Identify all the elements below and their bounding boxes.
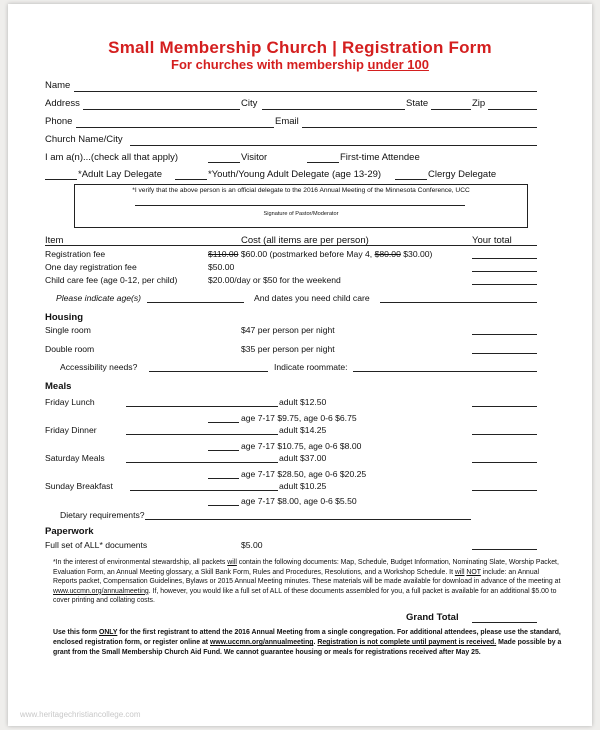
sunday-breakfast-child-count[interactable] [208, 505, 239, 506]
friday-dinner-adult-count[interactable] [126, 434, 278, 435]
zip-field[interactable] [488, 109, 537, 110]
signature-field[interactable] [135, 205, 465, 206]
roommate-label: Indicate roommate: [274, 362, 348, 372]
double-room-label: Double room [45, 344, 95, 354]
friday-lunch-total[interactable] [472, 406, 537, 407]
footer-note: Use this form ONLY for the first registrant to attend the 2016 Annual Meeting from a single congregation. For additional attendees, please use the standard, enclosed registration form, or register online at www.uccmn.org/annualmeeting. Registration is not complete until payment is received. Made possible by a grant from the Small Membership Church Aid Fund. We cannot guarantee housing or meals for registrations received after May 25. [53, 629, 562, 656]
housing-heading: Housing [45, 312, 83, 323]
double-room-cost: $35 per person per night [241, 344, 335, 354]
friday-dinner-total[interactable] [472, 434, 537, 435]
sunday-breakfast-label: Sunday Breakfast [45, 481, 113, 491]
friday-dinner-label: Friday Dinner [45, 425, 97, 435]
saturday-meals-total[interactable] [472, 462, 537, 463]
paperwork-note: *In the interest of environmental stewardship, all packets will contain the following documents: Map, Schedule, Budget Information, Nominating Slate, Worship Packet, Evaluation Form, an Annual Meeting glossary, a Skill Bank Form, Rules and Procedures, Resolutions, and a Workshop Schedule. It will NOT include: an Annual Reports packet, Compensation Guidelines, Bylaws or 2015 Annual Meeting minutes. These materials will be made available for download in advance of the meeting at www.uccmn.org/annualmeeting. If, however, you would like a full set of ALL of these documents assembled for you, a full packet is available for an additional $5.00 to cover printing and collating costs. [53, 559, 561, 605]
dates-label: And dates you need child care [254, 293, 370, 303]
friday-lunch-adult-price: adult $12.50 [279, 397, 327, 407]
phone-field[interactable] [76, 127, 274, 128]
sunday-breakfast-total[interactable] [472, 490, 537, 491]
saturday-meals-adult-price: adult $37.00 [279, 453, 327, 463]
friday-lunch-label: Friday Lunch [45, 397, 95, 407]
single-room-total[interactable] [472, 334, 537, 335]
friday-lunch-child-count[interactable] [208, 422, 239, 423]
paperwork-heading: Paperwork [45, 526, 94, 537]
zip-label: Zip [472, 98, 486, 109]
ages-label: Please indicate age(s) [56, 293, 142, 303]
friday-dinner-child-count[interactable] [208, 450, 239, 451]
sunday-breakfast-adult-count[interactable] [130, 490, 278, 491]
reg-fee-cost: $110.00 $60.00 (postmarked before May 4, $80.00 $30.00) [208, 249, 433, 259]
first-time-checkbox[interactable] [307, 162, 339, 163]
register-online-link[interactable]: www.uccmn.org/annualmeeting [210, 639, 314, 646]
child-care-label: Child care fee (age 0-12, per child) [45, 275, 178, 285]
address-field[interactable] [83, 109, 240, 110]
email-field[interactable] [302, 127, 537, 128]
phone-label: Phone [45, 116, 73, 127]
youth-checkbox[interactable] [175, 179, 207, 180]
meals-heading: Meals [45, 381, 72, 392]
city-field[interactable] [262, 109, 405, 110]
registration-form-page [8, 4, 592, 726]
dates-field[interactable] [380, 302, 537, 303]
total-header: Your total [472, 235, 512, 246]
saturday-meals-label: Saturday Meals [45, 453, 105, 463]
saturday-meals-child-price: age 7-17 $28.50, age 0-6 $20.25 [241, 469, 367, 479]
double-room-total[interactable] [472, 353, 537, 354]
sunday-breakfast-adult-price: adult $10.25 [279, 481, 327, 491]
dietary-label: Dietary requirements? [60, 510, 145, 520]
saturday-meals-adult-count[interactable] [126, 462, 278, 463]
adult-lay-checkbox[interactable] [45, 179, 77, 180]
visitor-label: Visitor [241, 152, 268, 163]
single-room-label: Single room [45, 325, 91, 335]
header-divider [45, 245, 537, 246]
email-label: Email [275, 116, 299, 127]
one-day-total[interactable] [472, 271, 537, 272]
city-label: City [241, 98, 258, 109]
one-day-label: One day registration fee [45, 262, 137, 272]
saturday-meals-child-count[interactable] [208, 478, 239, 479]
adult-lay-label: *Adult Lay Delegate [78, 169, 162, 180]
clergy-label: Clergy Delegate [428, 169, 497, 180]
dietary-field[interactable] [145, 519, 471, 520]
roommate-field[interactable] [353, 371, 537, 372]
watermark: www.heritagechristiancollege.com [20, 710, 141, 719]
friday-lunch-adult-count[interactable] [126, 406, 278, 407]
attendee-type-label: I am a(n)...(check all that apply) [45, 152, 179, 163]
youth-label: *Youth/Young Adult Delegate (age 13-29) [208, 169, 382, 180]
grand-total-label: Grand Total [406, 612, 459, 623]
sunday-breakfast-child-price: age 7-17 $8.00, age 0-6 $5.50 [241, 496, 357, 506]
annual-meeting-link[interactable]: www.uccmn.org/annualmeeting [53, 587, 149, 595]
verification-text: *I verify that the above person is an official delegate to the 2016 Annual Meeting of the Minnesota Conference, UCC [132, 187, 470, 194]
friday-lunch-child-price: age 7-17 $9.75, age 0-6 $6.75 [241, 413, 357, 423]
name-label: Name [45, 80, 71, 91]
ages-field[interactable] [147, 302, 244, 303]
friday-dinner-child-price: age 7-17 $10.75, age 0-6 $8.00 [241, 441, 362, 451]
state-field[interactable] [431, 109, 471, 110]
state-label: State [406, 98, 429, 109]
reg-fee-total[interactable] [472, 258, 537, 259]
grand-total-field[interactable] [472, 622, 537, 623]
full-set-total[interactable] [472, 549, 537, 550]
cost-header: Cost (all items are per person) [241, 235, 369, 246]
address-label: Address [45, 98, 80, 109]
accessibility-field[interactable] [149, 371, 268, 372]
one-day-cost: $50.00 [208, 262, 235, 272]
clergy-checkbox[interactable] [395, 179, 427, 180]
first-time-label: First-time Attendee [340, 152, 420, 163]
full-set-label: Full set of ALL* documents [45, 540, 148, 550]
name-field[interactable] [74, 91, 537, 92]
item-header: Item [45, 235, 64, 246]
reg-fee-label: Registration fee [45, 249, 106, 259]
child-care-cost: $20.00/day or $50 for the weekend [208, 275, 341, 285]
full-set-cost: $5.00 [241, 540, 263, 550]
single-room-cost: $47 per person per night [241, 325, 335, 335]
signature-label: Signature of Pastor/Moderator [263, 211, 339, 217]
accessibility-label: Accessibility needs? [60, 362, 138, 372]
church-label: Church Name/City [45, 134, 123, 145]
church-field[interactable] [130, 145, 537, 146]
form-title: Small Membership Church | Registration Form [108, 38, 492, 57]
visitor-checkbox[interactable] [208, 162, 240, 163]
child-care-total[interactable] [472, 284, 537, 285]
form-subtitle: For churches with membership under 100 [171, 57, 429, 72]
friday-dinner-adult-price: adult $14.25 [279, 425, 327, 435]
